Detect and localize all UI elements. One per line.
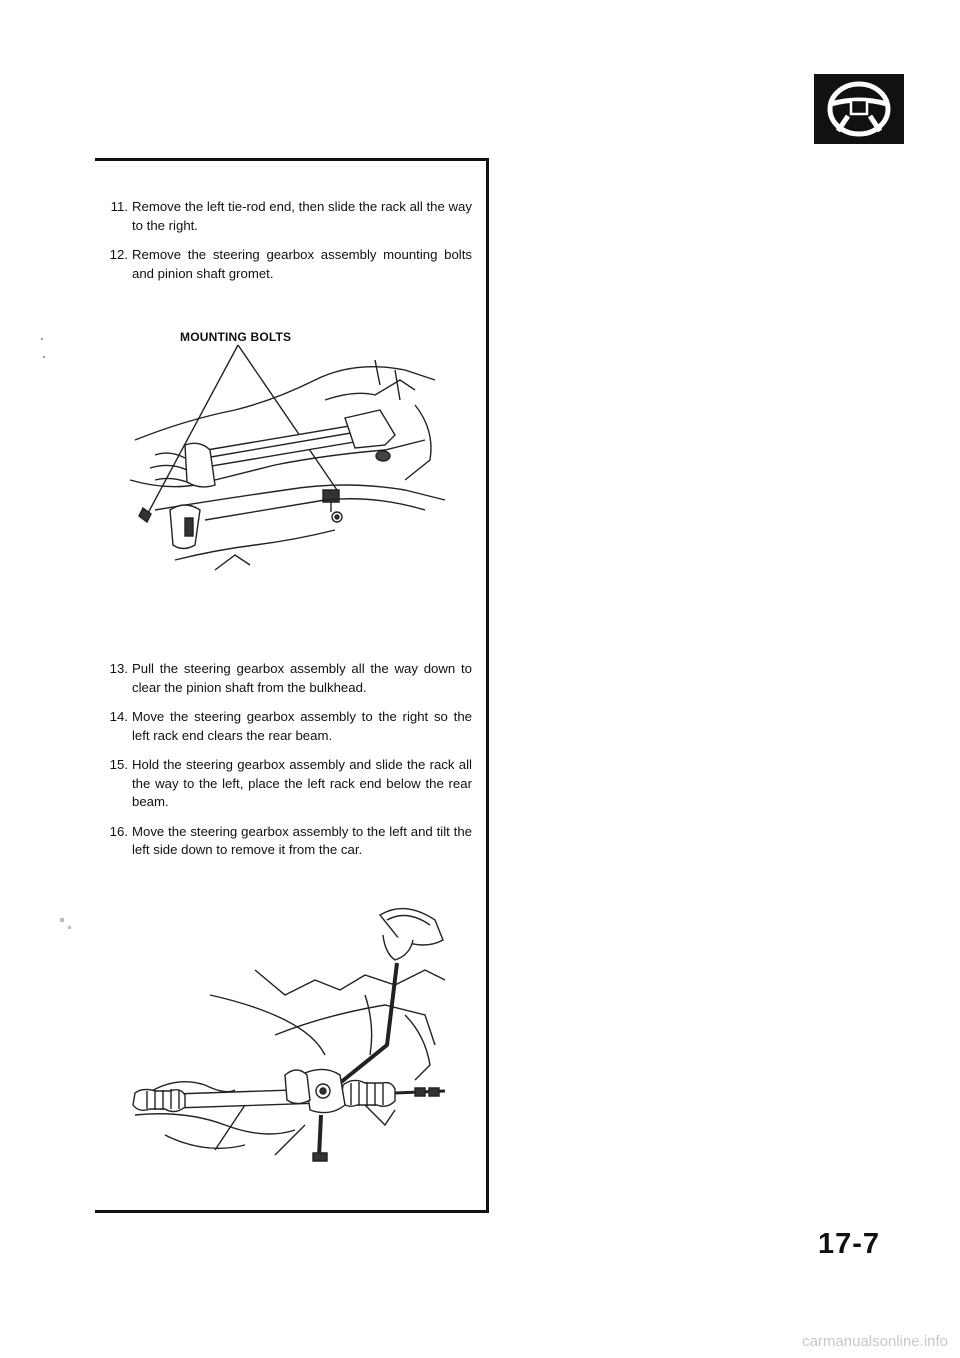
step-number: 13.	[109, 661, 128, 676]
procedure-step	[100, 198, 472, 235]
step-number: 15.	[109, 757, 128, 772]
scan-speck	[60, 918, 64, 922]
watermark: carmanualsonline.info	[802, 1333, 948, 1350]
step-text: Remove the steering gearbox assembly mounting bolts and pinion shaft gromet.	[132, 247, 472, 281]
scan-speck	[41, 338, 43, 340]
step-number: 16.	[109, 823, 128, 839]
frame-right-rule	[486, 158, 489, 1213]
procedure-step	[100, 756, 472, 812]
step-text: Remove the left tie-rod end, then slide the rack all the way to the right.	[132, 199, 472, 233]
step-text: Pull the steering gearbox assembly all the way down to clear the pinion shaft from the bulkhead.	[132, 661, 472, 695]
procedure-steps-11-12	[100, 198, 472, 294]
procedure-steps-13-16	[100, 660, 472, 871]
procedure-step	[100, 246, 472, 283]
step-number: 11.	[110, 199, 128, 214]
scan-speck	[43, 356, 45, 358]
mounting-bolts-callout: MOUNTING BOLTS	[180, 330, 292, 344]
gearbox-mounting-bolts-illustration	[125, 340, 465, 590]
page-number: 17-7	[818, 1228, 881, 1260]
procedure-step	[100, 708, 472, 745]
step-text: Move the steering gearbox assembly to the left and tilt the left side down to remove it from the car.	[132, 823, 472, 857]
scan-speck	[68, 926, 71, 929]
procedure-step	[100, 660, 472, 697]
step-text: Move the steering gearbox assembly to the right so the left rack end clears the rear beam.	[132, 709, 472, 743]
step-number: 12.	[109, 247, 128, 262]
frame-top-rule	[95, 158, 488, 161]
step-text: Hold the steering gearbox assembly and slide the rack all the way to the left, place the left rack end below the rear beam.	[132, 757, 472, 809]
frame-bottom-rule	[95, 1210, 489, 1213]
step-number: 14.	[109, 709, 128, 724]
steering-wheel-icon	[814, 74, 904, 144]
procedure-step	[100, 823, 472, 860]
gearbox-removal-illustration	[125, 895, 465, 1165]
